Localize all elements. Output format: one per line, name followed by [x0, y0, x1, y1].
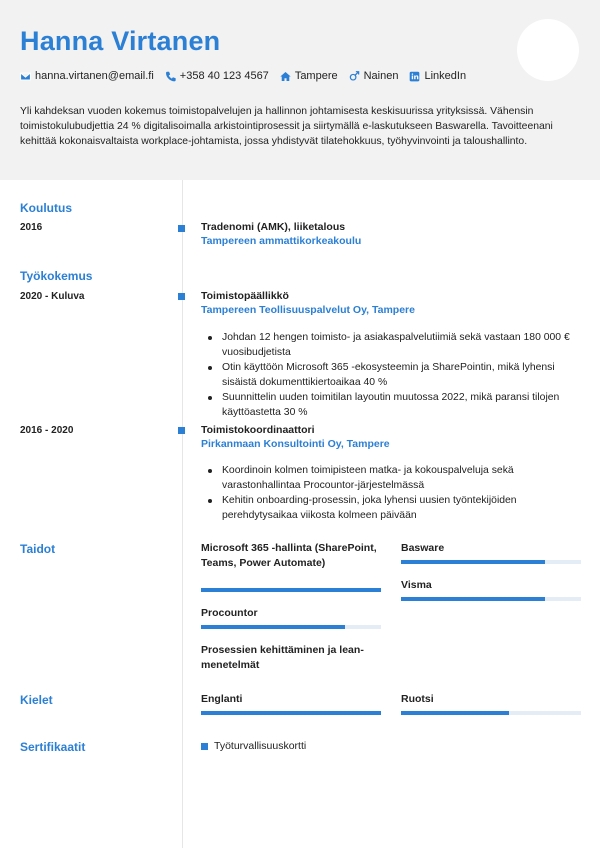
- contact-email[interactable]: [20, 70, 154, 82]
- education-date: 2016: [20, 222, 43, 233]
- skill-item: [201, 541, 381, 571]
- skill-item: [201, 643, 381, 673]
- skill-name: Procountor: [201, 607, 258, 619]
- language-item: [401, 692, 581, 707]
- skill-bar-fill: [201, 625, 345, 629]
- skill-name: Prosessien kehittäminen ja lean-menetelmät: [201, 644, 364, 671]
- list-item: Koordinoin kolmen toimipisteen matka- ja kokouspalveluja sekä varastonhallintaa Procountor-järjestelmässä: [206, 463, 576, 493]
- skill-bar: [401, 560, 581, 564]
- home-icon: [280, 71, 291, 82]
- timeline-marker: [178, 427, 185, 434]
- language-bar: [401, 711, 581, 715]
- experience-date: 2016 - 2020: [20, 425, 74, 436]
- contact-email-text: hanna.virtanen@email.fi: [35, 70, 154, 82]
- skill-name: Microsoft 365 -hallinta (SharePoint, Teams, Power Automate): [201, 542, 377, 569]
- skills-title: Taidot: [20, 542, 56, 556]
- list-item: Otin käyttöön Microsoft 365 -ekosysteemin ja SharePointin, mikä lyhensi sisäistä dokumenttikiertoaikaa 40 %: [206, 360, 576, 390]
- experience-company: Pirkanmaan Konsultointi Oy, Tampere: [201, 438, 390, 450]
- skill-bar: [401, 597, 581, 601]
- profile-photo-placeholder: [517, 19, 579, 81]
- experience-bullets: [206, 330, 576, 420]
- timeline-marker: [178, 225, 185, 232]
- timeline-marker: [178, 293, 185, 300]
- language-bar: [201, 711, 381, 715]
- phone-icon: [165, 71, 176, 82]
- skill-item: [401, 578, 581, 593]
- contact-location: [280, 70, 338, 82]
- skill-bar: [201, 588, 381, 592]
- certificate-item: [201, 740, 306, 752]
- contact-location-text: Tampere: [294, 70, 338, 82]
- contact-gender: [349, 70, 399, 82]
- certificates-title: Sertifikaatit: [20, 740, 86, 754]
- skill-bar-fill: [201, 588, 381, 592]
- skill-bar: [201, 625, 381, 629]
- gender-icon: [349, 71, 360, 82]
- skill-item: [401, 541, 581, 556]
- language-item: [201, 692, 381, 707]
- list-item: Johdan 12 hengen toimisto- ja asiakaspalvelutiimiä sekä vastaan 180 000 € vuosibudjetista: [206, 330, 576, 360]
- skill-item: [201, 606, 381, 621]
- linkedin-icon: [409, 71, 420, 82]
- skill-name: Basware: [401, 542, 445, 554]
- envelope-icon: [20, 71, 31, 82]
- candidate-name: Hanna Virtanen: [20, 26, 221, 56]
- contact-phone[interactable]: [165, 70, 269, 82]
- list-item: Kehitin onboarding-prosessin, joka lyhensi uusien työntekijöiden perehdytysaikaa viikosta kolmeen päivään: [206, 493, 576, 523]
- certificate-marker: [201, 743, 208, 750]
- contact-phone-text: +358 40 123 4567: [179, 70, 269, 82]
- education-school: Tampereen ammattikorkeakoulu: [201, 235, 362, 247]
- certificate-name: Työturvallisuuskortti: [214, 740, 307, 752]
- experience-date: 2020 - Kuluva: [20, 291, 85, 302]
- experience-role: Toimistokoordinaattori: [201, 424, 315, 436]
- experience-role: Toimistopäällikkö: [201, 290, 289, 302]
- education-degree: Tradenomi (AMK), liiketalous: [201, 221, 346, 233]
- experience-company: Tampereen Teollisuuspalvelut Oy, Tampere: [201, 304, 415, 316]
- contact-gender-text: Nainen: [363, 70, 399, 82]
- contact-linkedin-text: LinkedIn: [424, 70, 467, 82]
- languages-title: Kielet: [20, 693, 53, 707]
- skill-bar-fill: [401, 560, 545, 564]
- skill-bar-fill: [401, 597, 545, 601]
- education-title: Koulutus: [20, 201, 72, 215]
- skill-name: Visma: [401, 579, 432, 591]
- contact-linkedin[interactable]: [409, 70, 466, 82]
- language-bar-fill: [401, 711, 509, 715]
- list-item: Suunnittelin uuden toimitilan layoutin muutossa 2022, mikä paransi tilojen käyttöastetta 30 %: [206, 390, 576, 420]
- contact-row: [20, 69, 477, 83]
- experience-title: Työkokemus: [20, 269, 93, 283]
- profile-summary: Yli kahdeksan vuoden kokemus toimistopalvelujen ja hallinnon johtamisesta keskisuurissa yrityksissä. Vähensin toimistokulubudjettia 24 % digitalisoimalla arkistointiprosessit ja siirtymällä e-laskutukseen Baswarella. Tavoitteenani kehittää kokonaisvaltaista workplace-johtamista, jossa yhdistyvät tilatehokkuus, työhyvinvointi ja taloushallinto.: [20, 106, 553, 147]
- experience-bullets: [206, 463, 576, 523]
- timeline-divider: [182, 180, 183, 848]
- language-name: Englanti: [201, 693, 243, 705]
- language-bar-fill: [201, 711, 381, 715]
- language-name: Ruotsi: [401, 693, 434, 705]
